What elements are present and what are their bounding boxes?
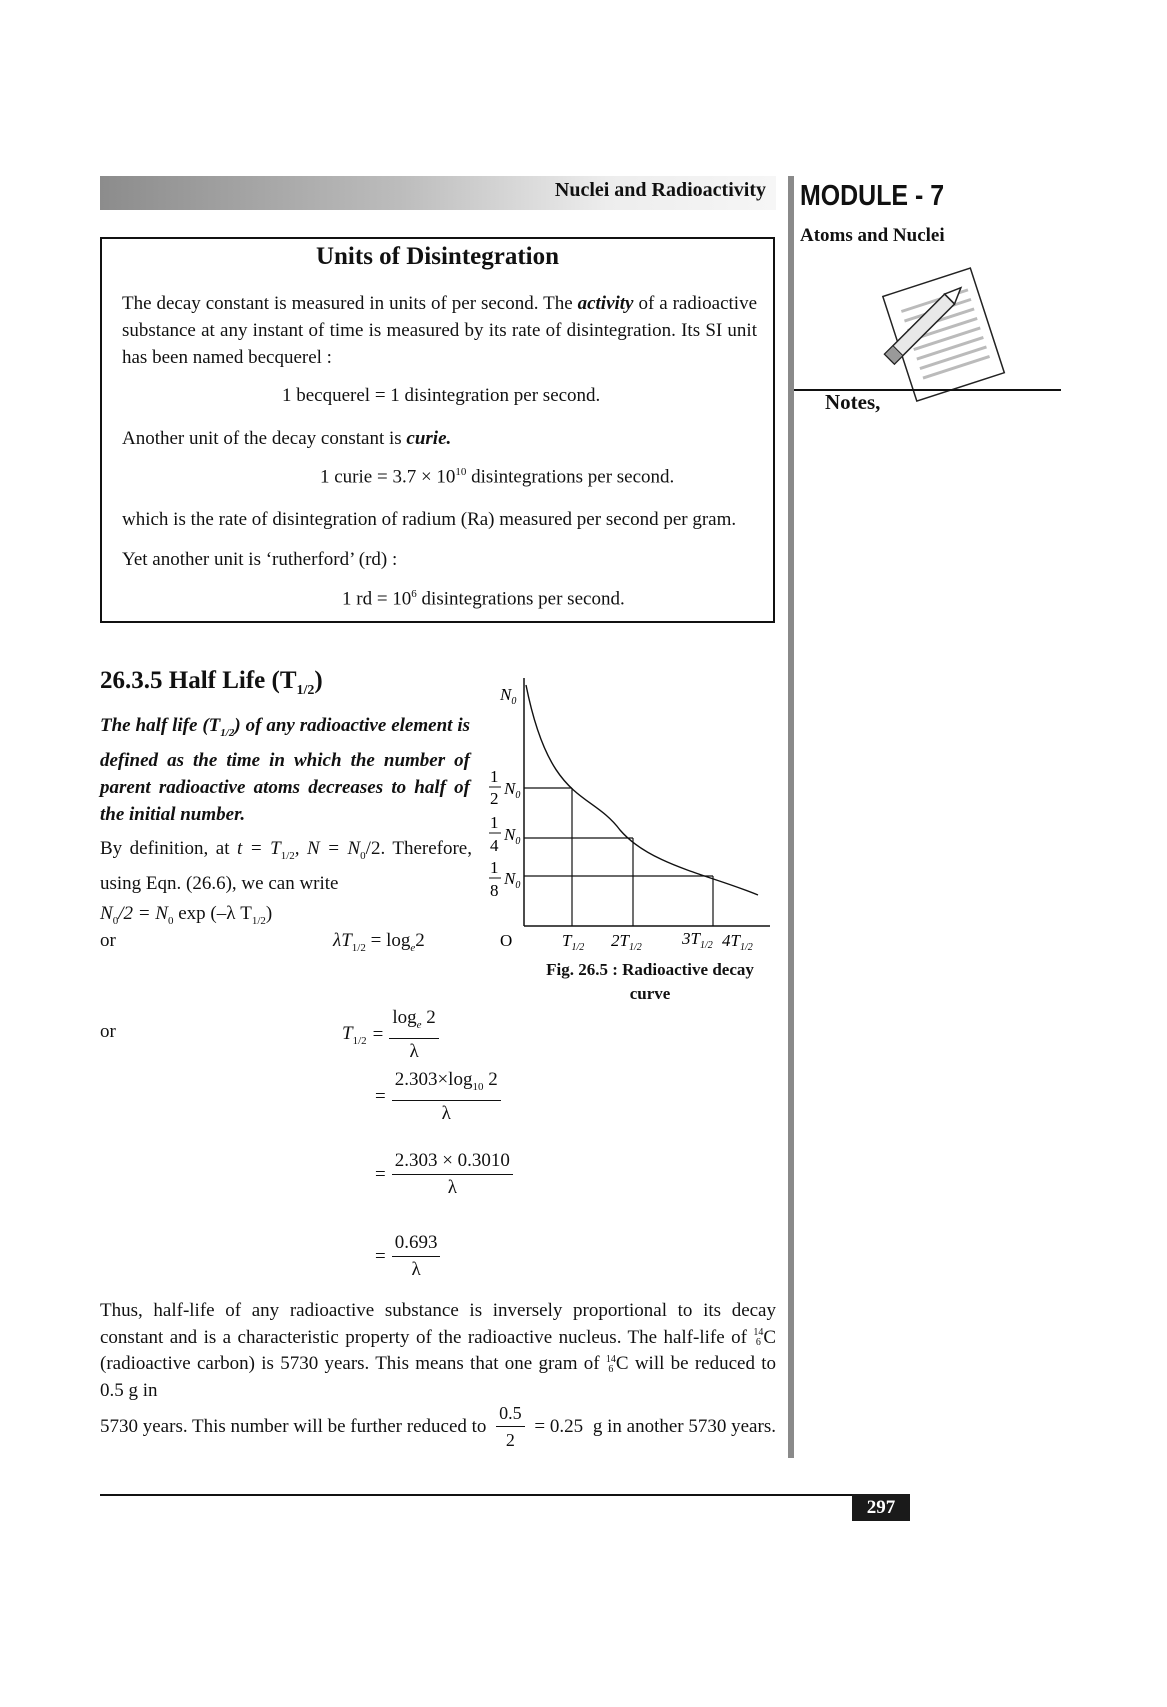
half-life-definition (100, 712, 470, 828)
text: t = T (237, 838, 281, 859)
exponent: 10 (455, 466, 467, 478)
text: Another unit of the decay constant is (122, 428, 407, 449)
text: The decay constant is measured in units of per second. The (122, 293, 578, 314)
equals-sign: = (375, 1163, 386, 1185)
x-label-2t-half: $2T_{1/2}$ (611, 931, 642, 953)
rutherford-equation (342, 588, 625, 610)
by-definition-paragraph (100, 835, 472, 897)
half-life-formula (342, 1005, 439, 1065)
text: 2 (483, 1069, 498, 1090)
text: 1 curie = 3.7 × 10 (320, 466, 456, 488)
fraction (392, 1230, 441, 1283)
box-paragraph-4: Yet another unit is ‘rutherford’ (rd) : (122, 549, 398, 570)
subscript: 1/2 (251, 914, 266, 927)
fraction (389, 1005, 438, 1065)
fraction (496, 1400, 525, 1453)
text: 2 (421, 1007, 436, 1028)
curie-term: curie. (406, 428, 452, 449)
mass-number: 14 (605, 1353, 616, 1365)
box-paragraph-3: which is the rate of disintegration of radium (Ra) measured per second per gram. (122, 509, 737, 530)
decay-curve (526, 685, 758, 895)
subscript: 1/2 (351, 941, 366, 954)
closing-paragraph (100, 1298, 776, 1404)
text: 26.3.5 Half Life (T (100, 667, 297, 694)
exp-equation (100, 903, 272, 927)
lambda-equation (333, 930, 425, 954)
subscript: 0 (167, 914, 174, 927)
text: 2.303 × 0.3010 (392, 1148, 513, 1175)
svg-text:1: 1 (490, 813, 499, 832)
svg-text:2: 2 (490, 789, 499, 808)
notes-paper-pencil-icon (862, 258, 1022, 408)
text: T (342, 1023, 353, 1044)
x-label-3t-half: $3T_{1/2}$ (682, 929, 713, 951)
text: 2 (415, 930, 425, 951)
equals-sign: = (372, 1023, 384, 1045)
or-label: or (100, 930, 116, 951)
box-paragraph-1 (122, 290, 757, 371)
box-title: Units of Disintegration (315, 243, 560, 270)
text: 0.693 (392, 1230, 441, 1257)
text: The half life (T (100, 715, 221, 736)
equals-sign: = (375, 1245, 386, 1267)
svg-text:N0: $N_0$ (504, 779, 521, 801)
subscript: 10 (472, 1080, 484, 1093)
text: (radioactive carbon) is 5730 years. This means that one gram of (100, 1353, 606, 1374)
x-label-t-half: $T_{1/2}$ (562, 931, 585, 953)
isotope-symbol: C (615, 1353, 629, 1374)
text: exp (–λ T (173, 903, 252, 924)
box-paragraph-2 (122, 425, 451, 452)
page-number: 297 (852, 1494, 910, 1521)
subscript: 0 (360, 849, 366, 862)
fraction (392, 1148, 513, 1201)
y-label-n0: $N_0$ (500, 685, 517, 707)
text: λ (441, 1102, 451, 1124)
text: 1 rd = 10 (342, 588, 412, 610)
text: λT (333, 930, 352, 951)
or-label: or (100, 1021, 116, 1042)
section-title: 26.3.5 Half Life $(T_{1/2})$ (100, 667, 323, 698)
y-label-half-n0 (489, 767, 520, 808)
svg-text:1: 1 (490, 858, 499, 877)
half-life-grid (524, 788, 713, 926)
subscript: 1/2 (352, 1034, 367, 1047)
caption-line: curve (629, 984, 671, 1003)
y-label-quarter-n0 (489, 813, 520, 855)
formula-step-2 (375, 1067, 501, 1127)
subscript: e (410, 941, 416, 954)
text: of a radioactive substance at any instant of time is measured by its rate of disintegration. Its SI unit has been named becquerel : (122, 293, 757, 368)
subscript: e (416, 1018, 422, 1031)
isotope-symbol: C (763, 1326, 776, 1348)
closing-last-line (100, 1400, 776, 1453)
margin-divider (788, 176, 794, 1458)
becquerel-equation: 1 becquerel = 1 disintegration per second. (282, 385, 601, 406)
text: Thus, half-life of any radioactive substance is inversely proportional to its decay constant and is a characteristic property of the radioactive nucleus. The half-life of (100, 1300, 776, 1348)
text: g in another 5730 years. (592, 1416, 776, 1437)
svg-text:1: 1 (490, 767, 499, 786)
text: = log (365, 930, 411, 951)
decay-curve-figure (470, 670, 780, 960)
text: /2 = N (118, 903, 168, 924)
curie-equation (320, 466, 674, 488)
subscript: 1/2 (280, 849, 295, 862)
y-label-eighth-n0 (489, 858, 520, 900)
equals-sign: = (375, 1085, 386, 1107)
subscript: 1/2 (296, 683, 315, 698)
header-title: Nuclei and Radioactivity (554, 179, 766, 201)
footer-rule (100, 1494, 852, 1496)
text: 0.5 (496, 1400, 525, 1427)
text: disintegrations per second. (416, 588, 625, 610)
text: N (100, 903, 113, 924)
subscript: 0 (112, 914, 119, 927)
activity-term: activity (577, 293, 634, 314)
text: /2. Therefore, using Eqn. (26.6), we can write (100, 838, 472, 894)
text: 2 (505, 1430, 515, 1450)
header-bar (100, 176, 776, 210)
text: By definition, at (100, 838, 238, 859)
text: , N = N (294, 838, 361, 859)
x-label-4t-half: $4T_{1/2}$ (722, 931, 753, 953)
atomic-number: 6 (755, 1337, 761, 1349)
module-subtitle: Atoms and Nuclei (800, 225, 945, 246)
text: ) of any radioactive element is defined as the time in which the number of parent radioactive atoms decreases to half of the initial number. (100, 715, 471, 825)
notes-label: Notes, (825, 390, 881, 414)
text: = 0.25 (534, 1416, 584, 1437)
mass-number: 14 (753, 1327, 764, 1339)
text: λ (411, 1259, 421, 1280)
text: 2.303×log (394, 1069, 473, 1090)
svg-text:N0: $N_0$ (504, 825, 521, 847)
x-label-origin: O (500, 931, 513, 950)
module-label: MODULE - 7 (800, 180, 945, 212)
fraction (392, 1067, 501, 1127)
svg-text:8: 8 (490, 881, 499, 900)
text: ) (265, 903, 273, 924)
exponent: 6 (411, 588, 417, 600)
text: disintegrations per second. (466, 466, 675, 488)
text: log (392, 1007, 417, 1028)
figure-caption (540, 958, 760, 1006)
formula-step-3 (375, 1148, 513, 1201)
text: λ (409, 1040, 419, 1062)
text: λ (447, 1177, 457, 1198)
svg-text:4: 4 (490, 836, 499, 855)
text: will be reduced to 0.5 g in (100, 1353, 776, 1401)
text: 5730 years. This number will be further reduced to (100, 1416, 487, 1437)
svg-text:N0: $N_0$ (504, 869, 521, 891)
formula-step-4 (375, 1230, 440, 1283)
atomic-number: 6 (608, 1363, 614, 1375)
subscript: 1/2 (220, 726, 235, 739)
caption-line: Fig. 26.5 : Radioactive decay (546, 960, 754, 979)
